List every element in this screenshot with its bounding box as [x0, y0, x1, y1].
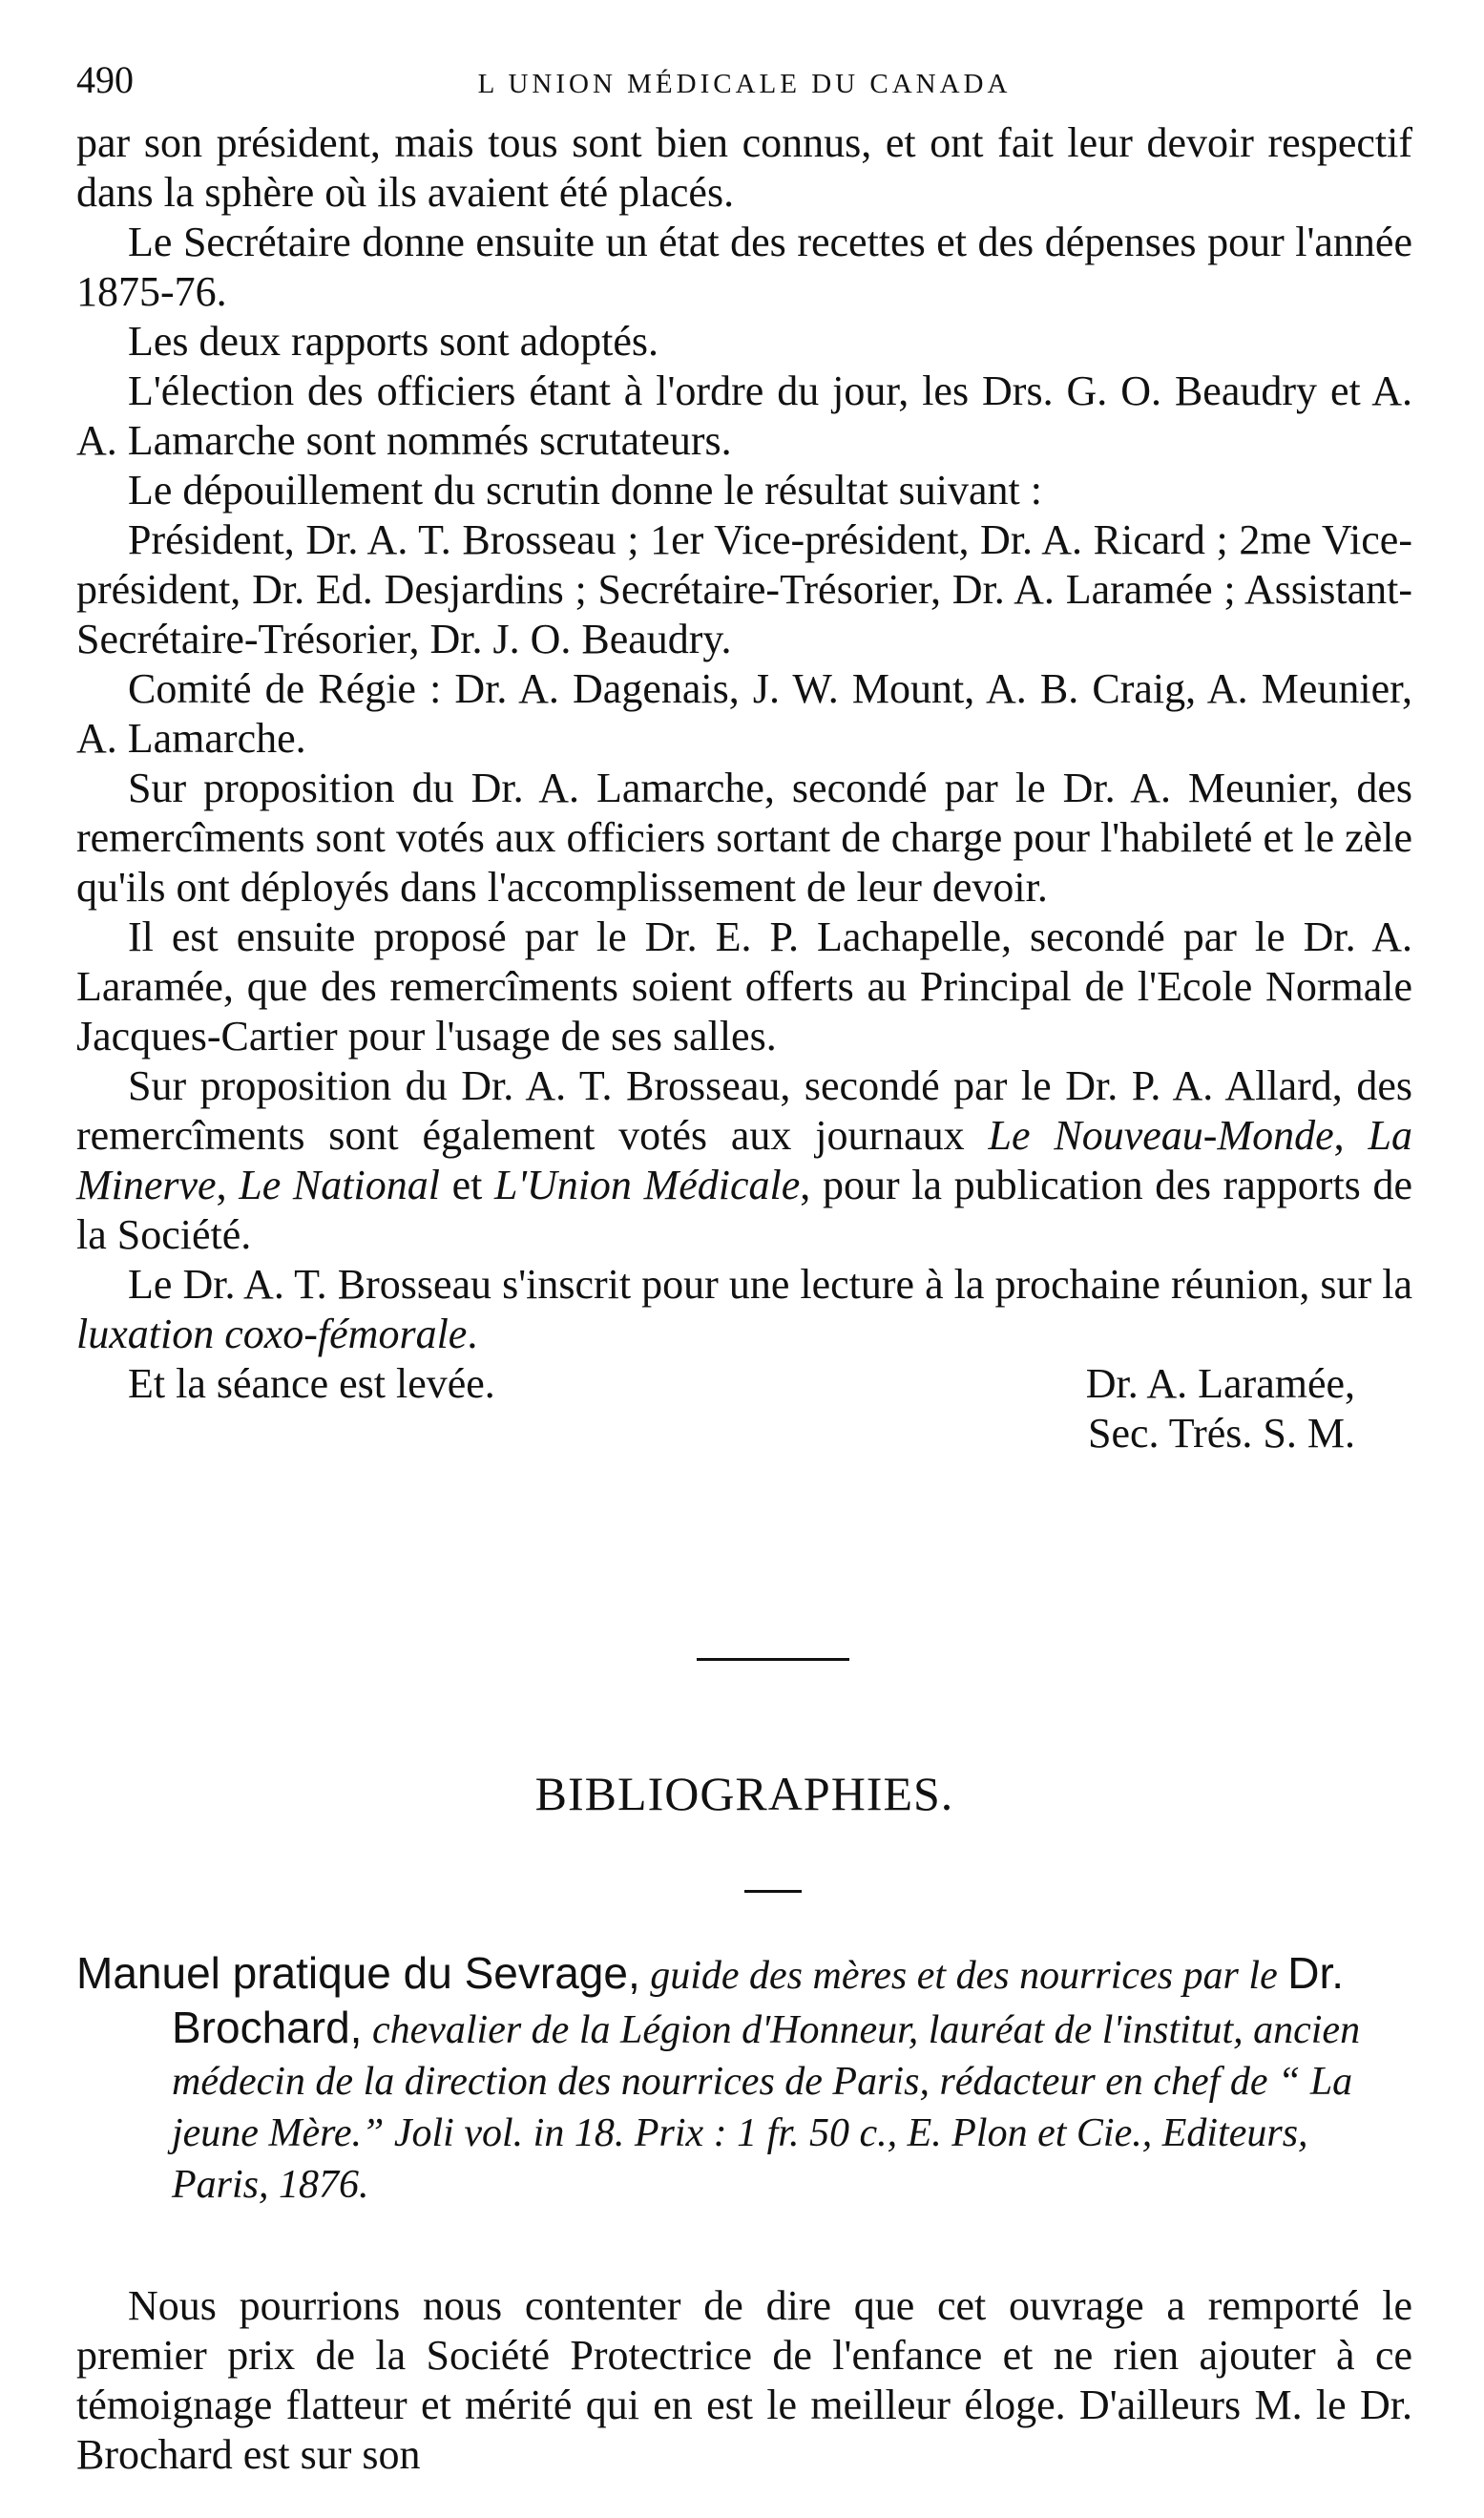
journal-name: Le National	[239, 1162, 440, 1208]
paragraph-thanks-officers: Sur proposition du Dr. A. Lamarche, secondé par le Dr. A. Meunier, des remercîments sont votés aux officiers sortant de charge pour l'habileté et le zèle qu'ils ont déployés dans l'accomplissement de leur devoir.	[76, 765, 1412, 911]
review-text	[76, 2281, 1412, 2480]
journal-name: Le Nouveau-Monde	[988, 1112, 1334, 1159]
bibliography-citation	[76, 1947, 1412, 2211]
paragraph-officers: Président, Dr. A. T. Brosseau ; 1er Vice-président, Dr. A. Ricard ; 2me Vice-président, Dr. Ed. Desjardins ; Secrétaire-Trésorier, Dr. A. Laramée ; Assistant-Secrétaire-Trésorier, Dr. J. O. Beaudry.	[76, 516, 1412, 662]
lecture-text-a: Le Dr. A. T. Brosseau s'inscrit pour une lecture à la prochaine réunion, sur la	[128, 1261, 1412, 1308]
closing-line	[76, 1359, 1412, 1409]
paragraph-election: L'élection des officiers étant à l'ordre du jour, les Drs. G. O. Beaudry et A. A. Lamarche sont nommés scrutateurs.	[76, 367, 1412, 464]
book-description-b: chevalier de la Légion d'Honneur, lauréat de l'institut, ancien médecin de la direction des nourrices de Paris, rédacteur en chef de “ La jeune Mère.” Joli vol. in 18. Prix : 1 fr. 50 c., E. Plon et Cie., Editeurs, Paris, 1876.	[172, 2008, 1361, 2207]
page-number: 490	[76, 58, 134, 101]
paragraph-adjourned: Et la séance est levée.	[128, 1360, 495, 1407]
journal-page	[76, 57, 1412, 2478]
paragraph-continuation: par son président, mais tous sont bien connus, et ont fait leur devoir respectif dans la sphère où ils avaient été placés.	[76, 119, 1412, 216]
signature-name: Dr. A. Laramée,	[1085, 1360, 1355, 1407]
journal-separator: ,	[216, 1162, 240, 1208]
section-divider	[697, 1658, 849, 1661]
paragraph-reports-adopted: Les deux rapports sont adoptés.	[128, 318, 658, 365]
paragraph-ballot: Le dépouillement du scrutin donne le résultat suivant :	[128, 467, 1042, 514]
lecture-text-b: .	[467, 1311, 478, 1357]
review-paragraph: Nous pourrions nous contenter de dire que cet ouvrage a remporté le premier prix de la Société Protectrice de l'enfance et ne rien ajouter à ce témoignage flatteur et mérité qui en est le meilleur éloge. D'ailleurs M. le Dr. Brochard est sur son	[76, 2282, 1412, 2478]
paragraph-accounts: Le Secrétaire donne ensuite un état des recettes et des dépenses pour l'année 1875-76.	[76, 219, 1412, 315]
lecture-topic: luxation coxo-fémorale	[76, 1311, 468, 1357]
section-heading: BIBLIOGRAPHIES.	[534, 1767, 954, 1820]
page-header	[76, 57, 1412, 118]
running-title: L UNION MÉDICALE DU CANADA	[477, 69, 1012, 99]
paragraph-thanks-journals	[76, 1061, 1412, 1260]
book-title: Manuel pratique du Sevrage,	[76, 1948, 640, 1998]
bibliography-entry	[76, 1947, 1412, 2211]
book-author: Dr. Brochard,	[172, 1948, 1344, 2052]
heading-divider	[744, 1890, 802, 1893]
journal-name: L'Union Médicale	[494, 1162, 801, 1208]
signature-title: Sec. Trés. S. M.	[1088, 1410, 1355, 1457]
paragraph-next-lecture	[76, 1260, 1412, 1359]
paragraph-committee: Comité de Régie : Dr. A. Dagenais, J. W. Mount, A. B. Craig, A. Meunier, A. Lamarche.	[76, 665, 1412, 762]
paragraph-thanks-principal: Il est ensuite proposé par le Dr. E. P. Lachapelle, secondé par le Dr. A. Laramée, que des remercîments soient offerts au Principal de l'Ecole Normale Jacques-Cartier pour l'usage de ses salles.	[76, 913, 1412, 1060]
journals-text-a: Sur proposition du Dr. A. T. Brosseau, secondé par le Dr. P. A. Allard, des remercîments sont également votés aux journaux	[76, 1062, 1412, 1159]
journals-text-b: , pour la publication des rapports de la Société.	[76, 1162, 1412, 1258]
journal-conjunction: et	[439, 1162, 495, 1208]
book-description-a: guide des mères et des nourrices par le	[639, 1954, 1288, 1998]
journal-name: La Minerve	[76, 1112, 1412, 1208]
journal-separator: ,	[1333, 1112, 1369, 1159]
meeting-minutes	[76, 118, 1412, 1458]
